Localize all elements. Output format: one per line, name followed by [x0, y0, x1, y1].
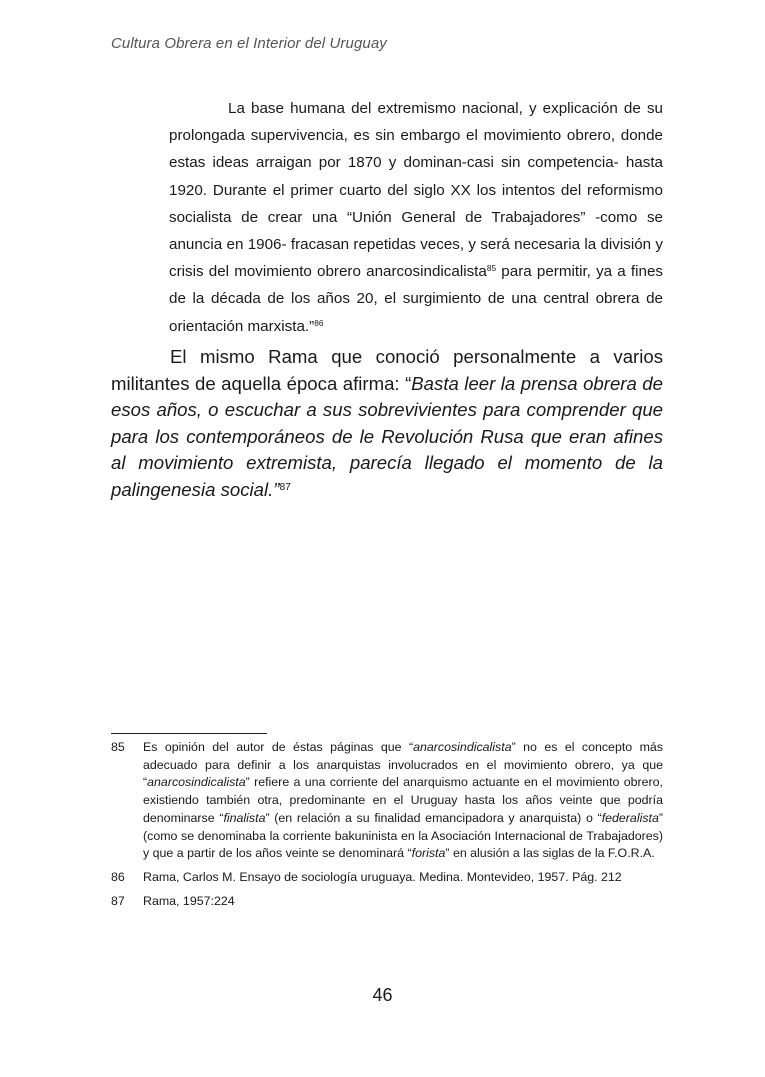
quote-text: La base humana del extremismo nacional, y explicación de su prolongada supervivencia, es sin embargo el movimiento obrero, donde estas ideas arraigan por 1870 y dominan-casi sin competencia- hasta 1920. Durante el primer cuarto del siglo XX los intentos del reformismo socialista de crear una “Unión General de Trabajadores” -como se anuncia en 1906- fracasan repetidas veces, y será necesaria la división y crisis del movimiento obrero anarcosindicalista [169, 100, 663, 281]
footnote-86 [111, 869, 663, 887]
footnote-87 [111, 893, 663, 911]
footnote-ref-85[interactable]: 85 [486, 263, 497, 274]
footnotes [111, 739, 663, 916]
footnote-ref-86[interactable]: 86 [314, 317, 324, 328]
footnote-text: Es opinión del autor de éstas páginas que “anarcosindicalista” no es el concepto más adecuado para definir a los anarquistas involucrados en el movimiento obrero, ya que “anarcosindicalista” refiere a una corriente del anarquismo actuante en el movimiento obrero, existiendo también otra, predominante en el Uruguay hasta los años veinte que podría denominarse “finalista” (en relación a su finalidad emancipadora y anarquista) o “federalista” (como se denominaba la corriente bakuninista en la Asociación Internacional de Trabajadores) y que a partir de los años veinte se denominará “forista” en alusión a las siglas de la F.O.R.A. [143, 740, 663, 861]
page-number: 46 [372, 985, 393, 1005]
body-paragraph [111, 344, 663, 503]
footnote-separator [111, 733, 267, 734]
body-italic-quote: Basta leer la prensa obrera de esos años, o escuchar a sus sobrevivientes para comprender que para los contemporáneos de le Revolución Rusa que eran afines al movimiento extremista, parecía llegado el momento de la palingenesia social.” [111, 372, 663, 500]
footnote-number: 85 [111, 740, 125, 754]
block-quote [169, 95, 663, 340]
footnote-number: 86 [111, 869, 125, 884]
quote-text-continued: para permitir, ya a fines de la década de los años 20, el surgimiento de una central obrera de orientación marxista.” [169, 263, 663, 335]
footnote-85 [111, 739, 663, 863]
footnote-ref-87[interactable]: 87 [279, 481, 291, 493]
body-lead-text: El mismo Rama que conoció personalmente a varios militantes de aquella época afirma: “ [111, 346, 663, 394]
footnote-text: Rama, Carlos M. Ensayo de sociología uruguaya. Medina. Montevideo, 1957. Pág. 212 [143, 869, 622, 884]
footnote-number: 87 [111, 893, 125, 908]
running-header: Cultura Obrera en el Interior del Uruguay [111, 35, 387, 52]
footnote-text: Rama, 1957:224 [143, 893, 235, 908]
